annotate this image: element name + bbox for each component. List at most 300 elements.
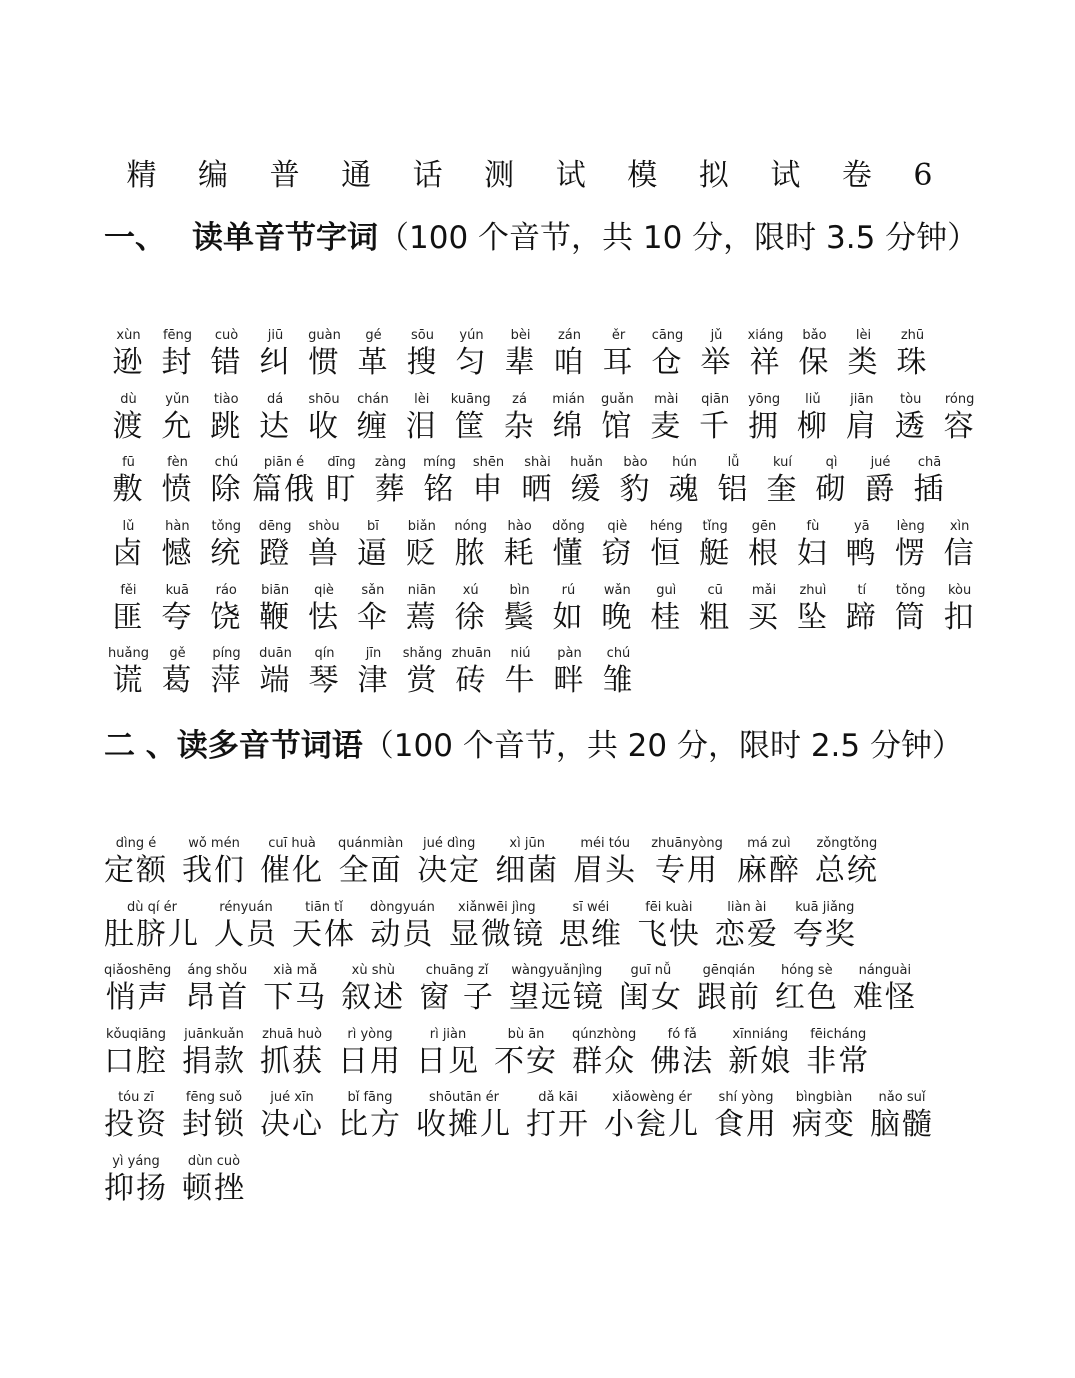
word-item: [886, 583, 935, 637]
hanzi: 耗: [503, 536, 536, 571]
hanzi: 盯: [325, 472, 358, 507]
hanzi: 鸭: [845, 536, 878, 571]
word-item: [642, 519, 691, 573]
hanzi: 兽: [308, 536, 340, 571]
word-item: [416, 1027, 480, 1081]
pinyin: nǎo suǐ: [878, 1090, 926, 1105]
word-item: [815, 836, 879, 890]
pinyin: dǒng: [552, 519, 585, 534]
word-item: [202, 519, 251, 573]
hanzi: 麻醉: [736, 853, 801, 888]
word-item: [202, 455, 251, 509]
word-item: [104, 519, 153, 573]
hanzi: 叙述: [341, 980, 406, 1015]
pinyin: yún: [459, 328, 484, 343]
hanzi: 夸奖: [792, 917, 857, 952]
pinyin: chú: [214, 455, 239, 470]
word-item: [886, 392, 935, 446]
word-item: [741, 328, 790, 382]
hanzi: 铭: [423, 472, 456, 507]
pinyin: cuò: [214, 328, 239, 343]
word-item: [153, 455, 202, 509]
hanzi: 砌: [815, 472, 848, 507]
word-item: [526, 1090, 590, 1144]
word-item: [251, 392, 300, 446]
word-item: [495, 519, 544, 573]
pinyin: lǔ: [122, 519, 135, 534]
hanzi: 群众: [572, 1044, 637, 1079]
word-item: [870, 1090, 934, 1144]
pinyin: wǒ mén: [188, 836, 240, 851]
hanzi: 类: [847, 345, 880, 380]
hanzi: 买: [748, 600, 781, 635]
hanzi: 匀: [455, 345, 488, 380]
pinyin: rì yòng: [347, 1027, 393, 1042]
hanzi: 脑髓: [870, 1107, 934, 1142]
pinyin: lǚ: [727, 455, 740, 470]
word-item: [370, 900, 435, 954]
hanzi: 窗 子: [419, 980, 495, 1015]
hanzi: 怯: [308, 600, 340, 635]
word-item: [419, 963, 495, 1017]
word-item: [185, 963, 249, 1017]
pinyin: xiǎnwēi jìng: [458, 900, 536, 915]
pinyin: kuā: [165, 583, 189, 598]
pinyin: huǎn: [570, 455, 603, 470]
hanzi: 保: [798, 345, 831, 380]
word-item: [593, 519, 642, 573]
pinyin: ěr: [611, 328, 626, 343]
hanzi: 举: [700, 345, 733, 380]
hanzi: 桂: [650, 600, 683, 635]
hanzi: 决定: [417, 853, 482, 888]
pinyin: héng: [649, 519, 683, 534]
hanzi: 逼: [356, 536, 389, 571]
word-item: [545, 646, 594, 700]
word-item: [572, 1027, 636, 1081]
hanzi: 催化: [260, 853, 324, 888]
pinyin: xiáng: [747, 328, 784, 343]
hanzi: 不安: [494, 1044, 558, 1079]
pinyin: jǔ: [710, 328, 723, 343]
word-row: [104, 836, 984, 890]
hanzi: 端: [259, 663, 292, 698]
hanzi: 日用: [338, 1044, 402, 1079]
word-item: [496, 328, 545, 382]
word-item: [559, 900, 623, 954]
hanzi: 根: [748, 536, 781, 571]
pinyin: chā: [917, 455, 942, 470]
hanzi: 珠: [896, 345, 929, 380]
word-item: [202, 392, 251, 446]
word-item: [715, 900, 779, 954]
pinyin: róng: [944, 392, 975, 407]
pinyin: dēng: [258, 519, 292, 534]
pinyin: shài: [524, 455, 551, 470]
word-row: [104, 646, 984, 700]
hanzi: 缠: [356, 409, 389, 444]
pinyin: cuī huà: [268, 836, 316, 851]
section-1-note: （100 个音节，共 10 分，限时 3.5 分钟）: [378, 220, 979, 256]
hanzi: 眉头: [573, 853, 638, 888]
word-item: [660, 455, 709, 509]
word-item: [153, 392, 202, 446]
hanzi: 饶: [210, 600, 243, 635]
hanzi: 千: [699, 409, 732, 444]
pinyin: ráo: [215, 583, 237, 598]
hanzi: 畔: [553, 663, 586, 698]
hanzi: 人员: [214, 917, 278, 952]
word-item: [251, 519, 300, 573]
word-item: [728, 1027, 792, 1081]
pinyin: bìngbiàn: [795, 1090, 853, 1105]
hanzi: 粗: [699, 600, 732, 635]
pinyin: guàn: [308, 328, 341, 343]
word-item: [182, 1090, 246, 1144]
pinyin: bǎo: [802, 328, 827, 343]
pinyin: jué dìng: [423, 836, 476, 851]
word-item: [104, 455, 153, 509]
word-item: [790, 328, 839, 382]
word-item: [182, 1027, 246, 1081]
word-item: [153, 519, 202, 573]
word-item: [251, 646, 300, 700]
pinyin: biān: [261, 583, 290, 598]
pinyin: lèi: [855, 328, 872, 343]
pinyin: bào: [623, 455, 648, 470]
word-item: [935, 583, 984, 637]
pinyin: piān é: [263, 455, 305, 470]
word-row: [104, 519, 984, 573]
pinyin: duān: [259, 646, 292, 661]
hanzi: 憾: [161, 536, 194, 571]
hanzi: 蹄: [845, 600, 878, 635]
word-row: [104, 392, 984, 446]
pinyin: bī: [366, 519, 379, 534]
pinyin: tí: [857, 583, 867, 598]
hanzi: 比方: [338, 1107, 402, 1142]
hanzi: 惯: [308, 345, 341, 380]
hanzi: 申: [472, 472, 505, 507]
word-item: [202, 646, 251, 700]
pinyin: fēng: [162, 328, 193, 343]
word-item: [104, 1090, 168, 1144]
pinyin: dīng: [327, 455, 356, 470]
pinyin: guì: [656, 583, 677, 598]
word-item: [807, 455, 856, 509]
hanzi: 肩: [845, 409, 878, 444]
section-2-heading: [104, 720, 963, 765]
word-item: [806, 1027, 870, 1081]
word-item: [740, 392, 789, 446]
hanzi: 跳: [210, 409, 243, 444]
word-item: [691, 392, 740, 446]
word-item: [594, 646, 643, 700]
pinyin: shōutān ér: [429, 1090, 499, 1105]
hanzi: 杂: [503, 409, 536, 444]
pinyin: jiān: [850, 392, 874, 407]
pinyin: shí yòng: [718, 1090, 774, 1105]
hanzi: 渡: [112, 409, 145, 444]
word-item: [447, 328, 496, 382]
pinyin: qín: [314, 646, 335, 661]
word-item: [260, 1090, 324, 1144]
pinyin: fù: [806, 519, 820, 534]
hanzi: 爵: [864, 472, 897, 507]
pinyin: qiǎoshēng: [104, 963, 172, 978]
pinyin: fěi: [120, 583, 137, 598]
word-item: [260, 1027, 324, 1081]
word-item: [935, 519, 984, 573]
hanzi: 愣: [894, 536, 927, 571]
pinyin: bǐ fāng: [347, 1090, 393, 1105]
word-item: [153, 583, 202, 637]
section-2-note: （100 个音节，共 20 分，限时 2.5 分钟）: [362, 728, 963, 764]
word-item: [341, 963, 405, 1017]
hanzi: 口腔: [104, 1044, 168, 1079]
hanzi: 萍: [210, 663, 243, 698]
pinyin: tiān tǐ: [305, 900, 343, 915]
pinyin: niú: [510, 646, 531, 661]
word-item: [397, 392, 446, 446]
hanzi: 夸: [161, 600, 194, 635]
pinyin: kuāng: [450, 392, 491, 407]
hanzi: 悄声: [105, 980, 170, 1015]
word-item: [416, 1090, 512, 1144]
pinyin: míng: [423, 455, 456, 470]
pinyin: tǐng: [702, 519, 728, 534]
word-item: [839, 328, 888, 382]
section-2-label: 二 、: [104, 728, 177, 764]
hanzi: 缓: [570, 472, 603, 507]
pinyin: xì jūn: [509, 836, 545, 851]
hanzi: 鬓: [503, 600, 536, 635]
word-item: [104, 836, 168, 890]
hanzi: 抓获: [260, 1044, 324, 1079]
word-item: [349, 646, 398, 700]
pinyin: xìn: [949, 519, 970, 534]
hanzi: 封: [161, 345, 194, 380]
hanzi: 思维: [558, 917, 623, 952]
word-item: [509, 963, 605, 1017]
pinyin: tóu zī: [118, 1090, 154, 1105]
word-item: [856, 455, 905, 509]
pinyin: gēnqián: [702, 963, 756, 978]
hanzi: 我们: [182, 853, 246, 888]
hanzi: 除: [210, 472, 243, 507]
word-item: [837, 583, 886, 637]
section-1-heading: [104, 212, 978, 257]
word-item: [263, 963, 327, 1017]
word-item: [292, 900, 356, 954]
hanzi: 天体: [292, 917, 356, 952]
word-item: [709, 455, 758, 509]
pinyin: kuí: [773, 455, 792, 470]
word-item: [545, 328, 594, 382]
word-item: [251, 455, 317, 509]
pinyin: xù shù: [351, 963, 395, 978]
pinyin: chú: [606, 646, 631, 661]
word-item: [300, 646, 349, 700]
word-item: [496, 646, 545, 700]
word-item: [495, 583, 544, 637]
word-item: [888, 328, 937, 382]
pinyin: sōu: [411, 328, 434, 343]
pinyin: lèi: [414, 392, 430, 407]
word-item: [251, 583, 300, 637]
hanzi: 贬: [405, 536, 438, 571]
word-item: [788, 519, 837, 573]
word-item: [642, 583, 691, 637]
hanzi: 津: [357, 663, 390, 698]
pinyin: lèng: [896, 519, 925, 534]
hanzi: 错: [210, 345, 243, 380]
word-item: [775, 963, 839, 1017]
word-item: [691, 583, 740, 637]
hanzi: 收: [308, 409, 340, 444]
pinyin: zhuì: [799, 583, 827, 598]
hanzi: 全面: [338, 853, 403, 888]
word-item: [338, 836, 403, 890]
word-item: [104, 583, 153, 637]
pinyin: shōu: [308, 392, 340, 407]
hanzi: 恒: [650, 536, 683, 571]
word-item: [758, 455, 807, 509]
hanzi: 匪: [112, 600, 145, 635]
pinyin: mài: [654, 392, 679, 407]
word-item: [792, 1090, 856, 1144]
pinyin: tiào: [213, 392, 239, 407]
pinyin: wǎn: [603, 583, 631, 598]
pinyin: má zuì: [747, 836, 791, 851]
hanzi: 愤: [161, 472, 194, 507]
pinyin: tǒng: [895, 583, 926, 598]
word-item: [594, 328, 643, 382]
word-item: [251, 328, 300, 382]
pinyin: qì: [825, 455, 838, 470]
hanzi: 卤: [112, 536, 145, 571]
pinyin: xiǎowèng ér: [612, 1090, 692, 1105]
word-row: [104, 455, 984, 509]
pinyin: dǎ kāi: [538, 1090, 578, 1105]
word-row: [104, 963, 984, 1017]
pinyin: cāng: [651, 328, 684, 343]
pinyin: tǒng: [211, 519, 241, 534]
hanzi: 懂: [552, 536, 585, 571]
hanzi: 昂首: [185, 980, 250, 1015]
hanzi: 葛: [161, 663, 194, 698]
hanzi: 泪: [405, 409, 438, 444]
hanzi: 琴: [308, 663, 341, 698]
hanzi: 麦: [650, 409, 683, 444]
pinyin: quánmiàn: [338, 836, 404, 851]
word-item: [495, 836, 559, 890]
word-item: [104, 963, 171, 1017]
pinyin: gēn: [751, 519, 777, 534]
hanzi: 赏: [406, 663, 439, 698]
pinyin: tòu: [900, 392, 922, 407]
pinyin: huǎng: [108, 646, 149, 661]
section-2-title: 读多音节词语: [176, 728, 363, 764]
hanzi: 豹: [619, 472, 652, 507]
pinyin: fēicháng: [810, 1027, 867, 1042]
hanzi: 细菌: [495, 853, 560, 888]
pinyin: sǎn: [361, 583, 385, 598]
pinyin: nóng: [454, 519, 488, 534]
hanzi: 允: [161, 409, 194, 444]
hanzi: 捐款: [182, 1044, 246, 1079]
word-item: [697, 963, 761, 1017]
word-item: [573, 836, 637, 890]
hanzi: 蔫: [405, 600, 438, 635]
pinyin: zán: [557, 328, 582, 343]
hanzi: 新娘: [728, 1044, 793, 1079]
pinyin: hóng sè: [781, 963, 833, 978]
word-item: [935, 392, 984, 446]
word-item: [398, 646, 447, 700]
pinyin: zhuānyòng: [651, 836, 723, 851]
hanzi: 鞭: [259, 600, 292, 635]
pinyin: gé: [365, 328, 382, 343]
word-item: [604, 1090, 700, 1144]
word-item: [415, 455, 464, 509]
pinyin: shòu: [308, 519, 340, 534]
hanzi: 革: [357, 345, 390, 380]
word-item: [691, 519, 740, 573]
hanzi: 祥: [749, 345, 782, 380]
pinyin: qiān: [701, 392, 730, 407]
word-item: [202, 583, 251, 637]
hanzi: 铝: [717, 472, 750, 507]
word-item: [464, 455, 513, 509]
word-item: [637, 900, 701, 954]
pinyin: nánguài: [858, 963, 912, 978]
word-item: [544, 519, 593, 573]
word-item: [260, 836, 324, 890]
pinyin: yōng: [747, 392, 781, 407]
word-item: [449, 900, 545, 954]
word-item: [104, 1154, 168, 1208]
hanzi: 肚脐儿: [104, 917, 200, 952]
hanzi: 拥: [748, 409, 781, 444]
hanzi: 信: [943, 536, 976, 571]
word-item: [544, 392, 593, 446]
pinyin: bìn: [509, 583, 530, 598]
hanzi: 伞: [356, 600, 389, 635]
pinyin: méi tóu: [580, 836, 631, 851]
word-item: [793, 900, 857, 954]
word-row: [104, 900, 984, 954]
word-item: [104, 328, 153, 382]
hanzi: 飞快: [636, 917, 701, 952]
word-item: [317, 455, 366, 509]
pinyin: hún: [672, 455, 697, 470]
hanzi: 魂: [668, 472, 701, 507]
word-row: [104, 1027, 984, 1081]
word-item: [651, 836, 723, 890]
word-item: [788, 583, 837, 637]
word-item: [348, 519, 397, 573]
hanzi: 砖: [455, 663, 488, 698]
hanzi: 蹬: [259, 536, 292, 571]
pinyin: juānkuǎn: [184, 1027, 244, 1042]
pinyin: fēi kuài: [645, 900, 693, 915]
pinyin: yā: [853, 519, 870, 534]
hanzi: 定额: [104, 853, 168, 888]
hanzi: 晚: [601, 600, 634, 635]
word-item: [398, 328, 447, 382]
hanzi: 妇: [796, 536, 829, 571]
